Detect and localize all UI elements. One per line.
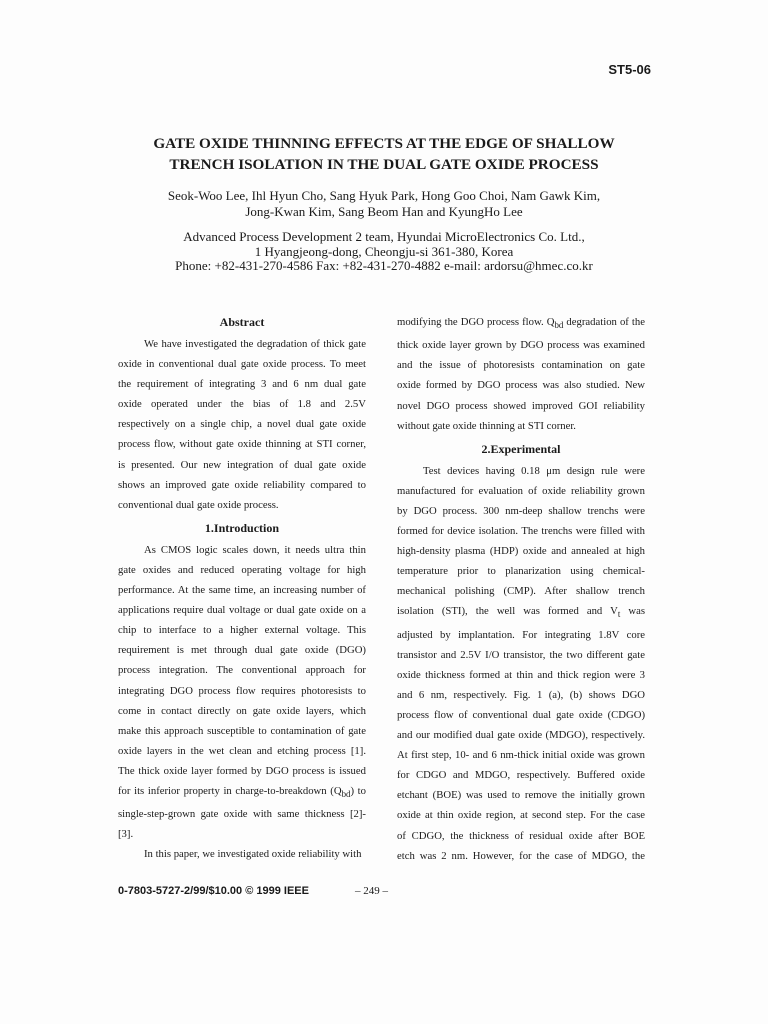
intro-line: requirement is met through dual gate oxide (DGO) (118, 644, 366, 657)
intro-line: oxide formed by DGO process was also studied. New (397, 379, 645, 392)
experimental-line: At first step, 10- and 6 nm-thick initial oxide was grown (397, 749, 645, 762)
experimental-line: and our modified dual gate oxide (MDGO), respectively. (397, 729, 645, 742)
intro-line: without gate oxide thinning at STI corner. (397, 419, 576, 432)
intro-line: come in contact directly on gate oxide layers, which (118, 704, 366, 717)
title-line: TRENCH ISOLATION IN THE DUAL GATE OXIDE PROCESS (169, 156, 599, 173)
intro-line: applications require dual voltage or dual gate oxide on a (118, 604, 366, 617)
text-fragment: ) to (350, 784, 366, 797)
experimental-line: of CDGO, the thickness of residual oxide after BOE (397, 829, 645, 842)
experimental-line: high-density plasma (HDP) oxide and annealed at high (397, 545, 645, 558)
subscript: t (617, 609, 621, 620)
intro-line: The thick oxide layer formed by DGO process is issued (118, 764, 366, 777)
abstract-line: the requirement of integrating 3 and 6 nm dual gate (118, 378, 366, 391)
abstract-line: oxide operated under the bias of 1.8 and 2.5V (118, 398, 366, 411)
experimental-line: Test devices having 0.18 μm design rule were (423, 464, 645, 477)
intro-line: and the issue of photoresists contamination on gate (397, 359, 645, 372)
experimental-line: adjusted by implantation. For integrating 1.8V core (397, 628, 645, 641)
abstract-line: respectively on a single chip, a novel dual gate oxide (118, 418, 366, 431)
intro-line: process integration. The conventional approach for (118, 664, 366, 677)
intro-line: integrating DGO process flow requires photoresists to (118, 684, 366, 697)
abstract-heading: Abstract (219, 315, 265, 329)
abstract-line: conventional dual gate oxide process. (118, 498, 279, 511)
affiliation-line: Advanced Process Development 2 team, Hyundai MicroElectronics Co. Ltd., (183, 229, 585, 244)
page-number: – 249 – (355, 885, 388, 897)
author-line: Jong-Kwan Kim, Sang Beom Han and KyungHo Lee (245, 203, 523, 219)
experimental-line: oxide at thin oxide region, at second step. For the case (397, 809, 645, 822)
abstract-line: is presented. Our new integration of dual gate oxide (118, 458, 366, 471)
paper-title (100, 133, 668, 175)
experimental-heading: 2.Experimental (481, 441, 561, 456)
text-fragment: was (620, 605, 645, 618)
experimental-line: and 6 nm, respectively. Fig. 1 (a), (b) shows DGO (397, 688, 645, 701)
copyright-notice: 0-7803-5727-2/99/$10.00 © 1999 IEEE (118, 885, 309, 897)
experimental-line: oxide thickness formed at thin and thick region were 3 (397, 668, 645, 681)
intro-line: performance. At the same time, an increasing number of (118, 584, 366, 597)
contact-line: Phone: +82-431-270-4586 Fax: +82-431-270-4882 e-mail: ardorsu@hmec.co.kr (175, 258, 593, 273)
experimental-line (397, 601, 645, 624)
intro-line: make this approach susceptible to contamination of gate (118, 724, 366, 737)
left-column (118, 312, 366, 864)
intro-line (118, 781, 366, 804)
abstract-line: process flow, without gate oxide thinning at STI corner, (118, 438, 366, 451)
text-fragment: modifying the DGO process flow. Q (397, 316, 555, 328)
intro-line: oxide layers in the wet clean and etching process [1]. (118, 744, 366, 757)
affiliation-line: 1 Hyangjeong-dong, Cheongju-si 361-380, Korea (254, 243, 514, 259)
experimental-line: temperature prior to planarization using chemical- (397, 565, 645, 578)
intro-line: novel DGO process showed improved GOI reliability (397, 399, 645, 412)
intro-line: As CMOS logic scales down, it needs ultra thin (144, 543, 366, 556)
intro-line: In this paper, we investigated oxide reliability with (144, 848, 362, 861)
text-fragment: for its inferior property in charge-to-breakdown (Q (118, 784, 342, 797)
introduction-heading: 1.Introduction (204, 520, 280, 535)
author-line: Seok-Woo Lee, Ihl Hyun Cho, Sang Hyuk Park, Hong Goo Choi, Nam Gawk Kim, (167, 188, 601, 203)
text-fragment: degradation of the (563, 316, 645, 328)
affiliation (80, 230, 688, 274)
intro-line: chip to interface to a higher external voltage. This (118, 624, 366, 637)
intro-line: thick oxide layer grown by DGO process was examined (397, 339, 645, 352)
author-list (80, 188, 688, 219)
subscript: bd (341, 789, 351, 800)
abstract-line: oxide in conventional dual gate oxide process. To meet (118, 358, 366, 371)
intro-line: [3]. (118, 828, 134, 841)
experimental-line: manufactured for evaluation of oxide reliability grown (397, 484, 645, 497)
intro-line (397, 312, 645, 335)
intro-line: single-step-grown gate oxide with same thickness [2]- (118, 808, 366, 821)
experimental-line: by DGO process. 300 nm-deep shallow trenchs were (397, 504, 645, 517)
experimental-line: for CDGO and MDGO, respectively. Buffered oxide (397, 769, 645, 782)
experimental-line: mechanical polishing (CMP). After shallow trench (397, 585, 645, 598)
subscript: bd (554, 320, 564, 331)
experimental-line: etch was 2 nm. However, for the case of MDGO, the (397, 849, 645, 862)
title-line: GATE OXIDE THINNING EFFECTS AT THE EDGE OF SHALLOW (153, 135, 615, 152)
abstract-line: We have investigated the degradation of thick gate (144, 338, 366, 350)
experimental-line: process flow of conventional dual gate oxide (CDGO) (397, 708, 645, 721)
right-column (397, 312, 645, 866)
intro-line: gate oxides and reduced operating voltage for high (118, 563, 366, 576)
experimental-line: formed for device isolation. The trenchs were filled with (397, 524, 645, 537)
session-code: ST5-06 (608, 62, 651, 77)
text-fragment: isolation (STI), the well was formed and V (397, 605, 618, 618)
experimental-line: etchant (BOE) was used to remove the initially grown (397, 789, 645, 802)
abstract-line: shows an improved gate oxide reliability compared to (118, 478, 366, 491)
experimental-line: transistor and 2.5V I/O transistor, the two different gate (397, 648, 645, 661)
